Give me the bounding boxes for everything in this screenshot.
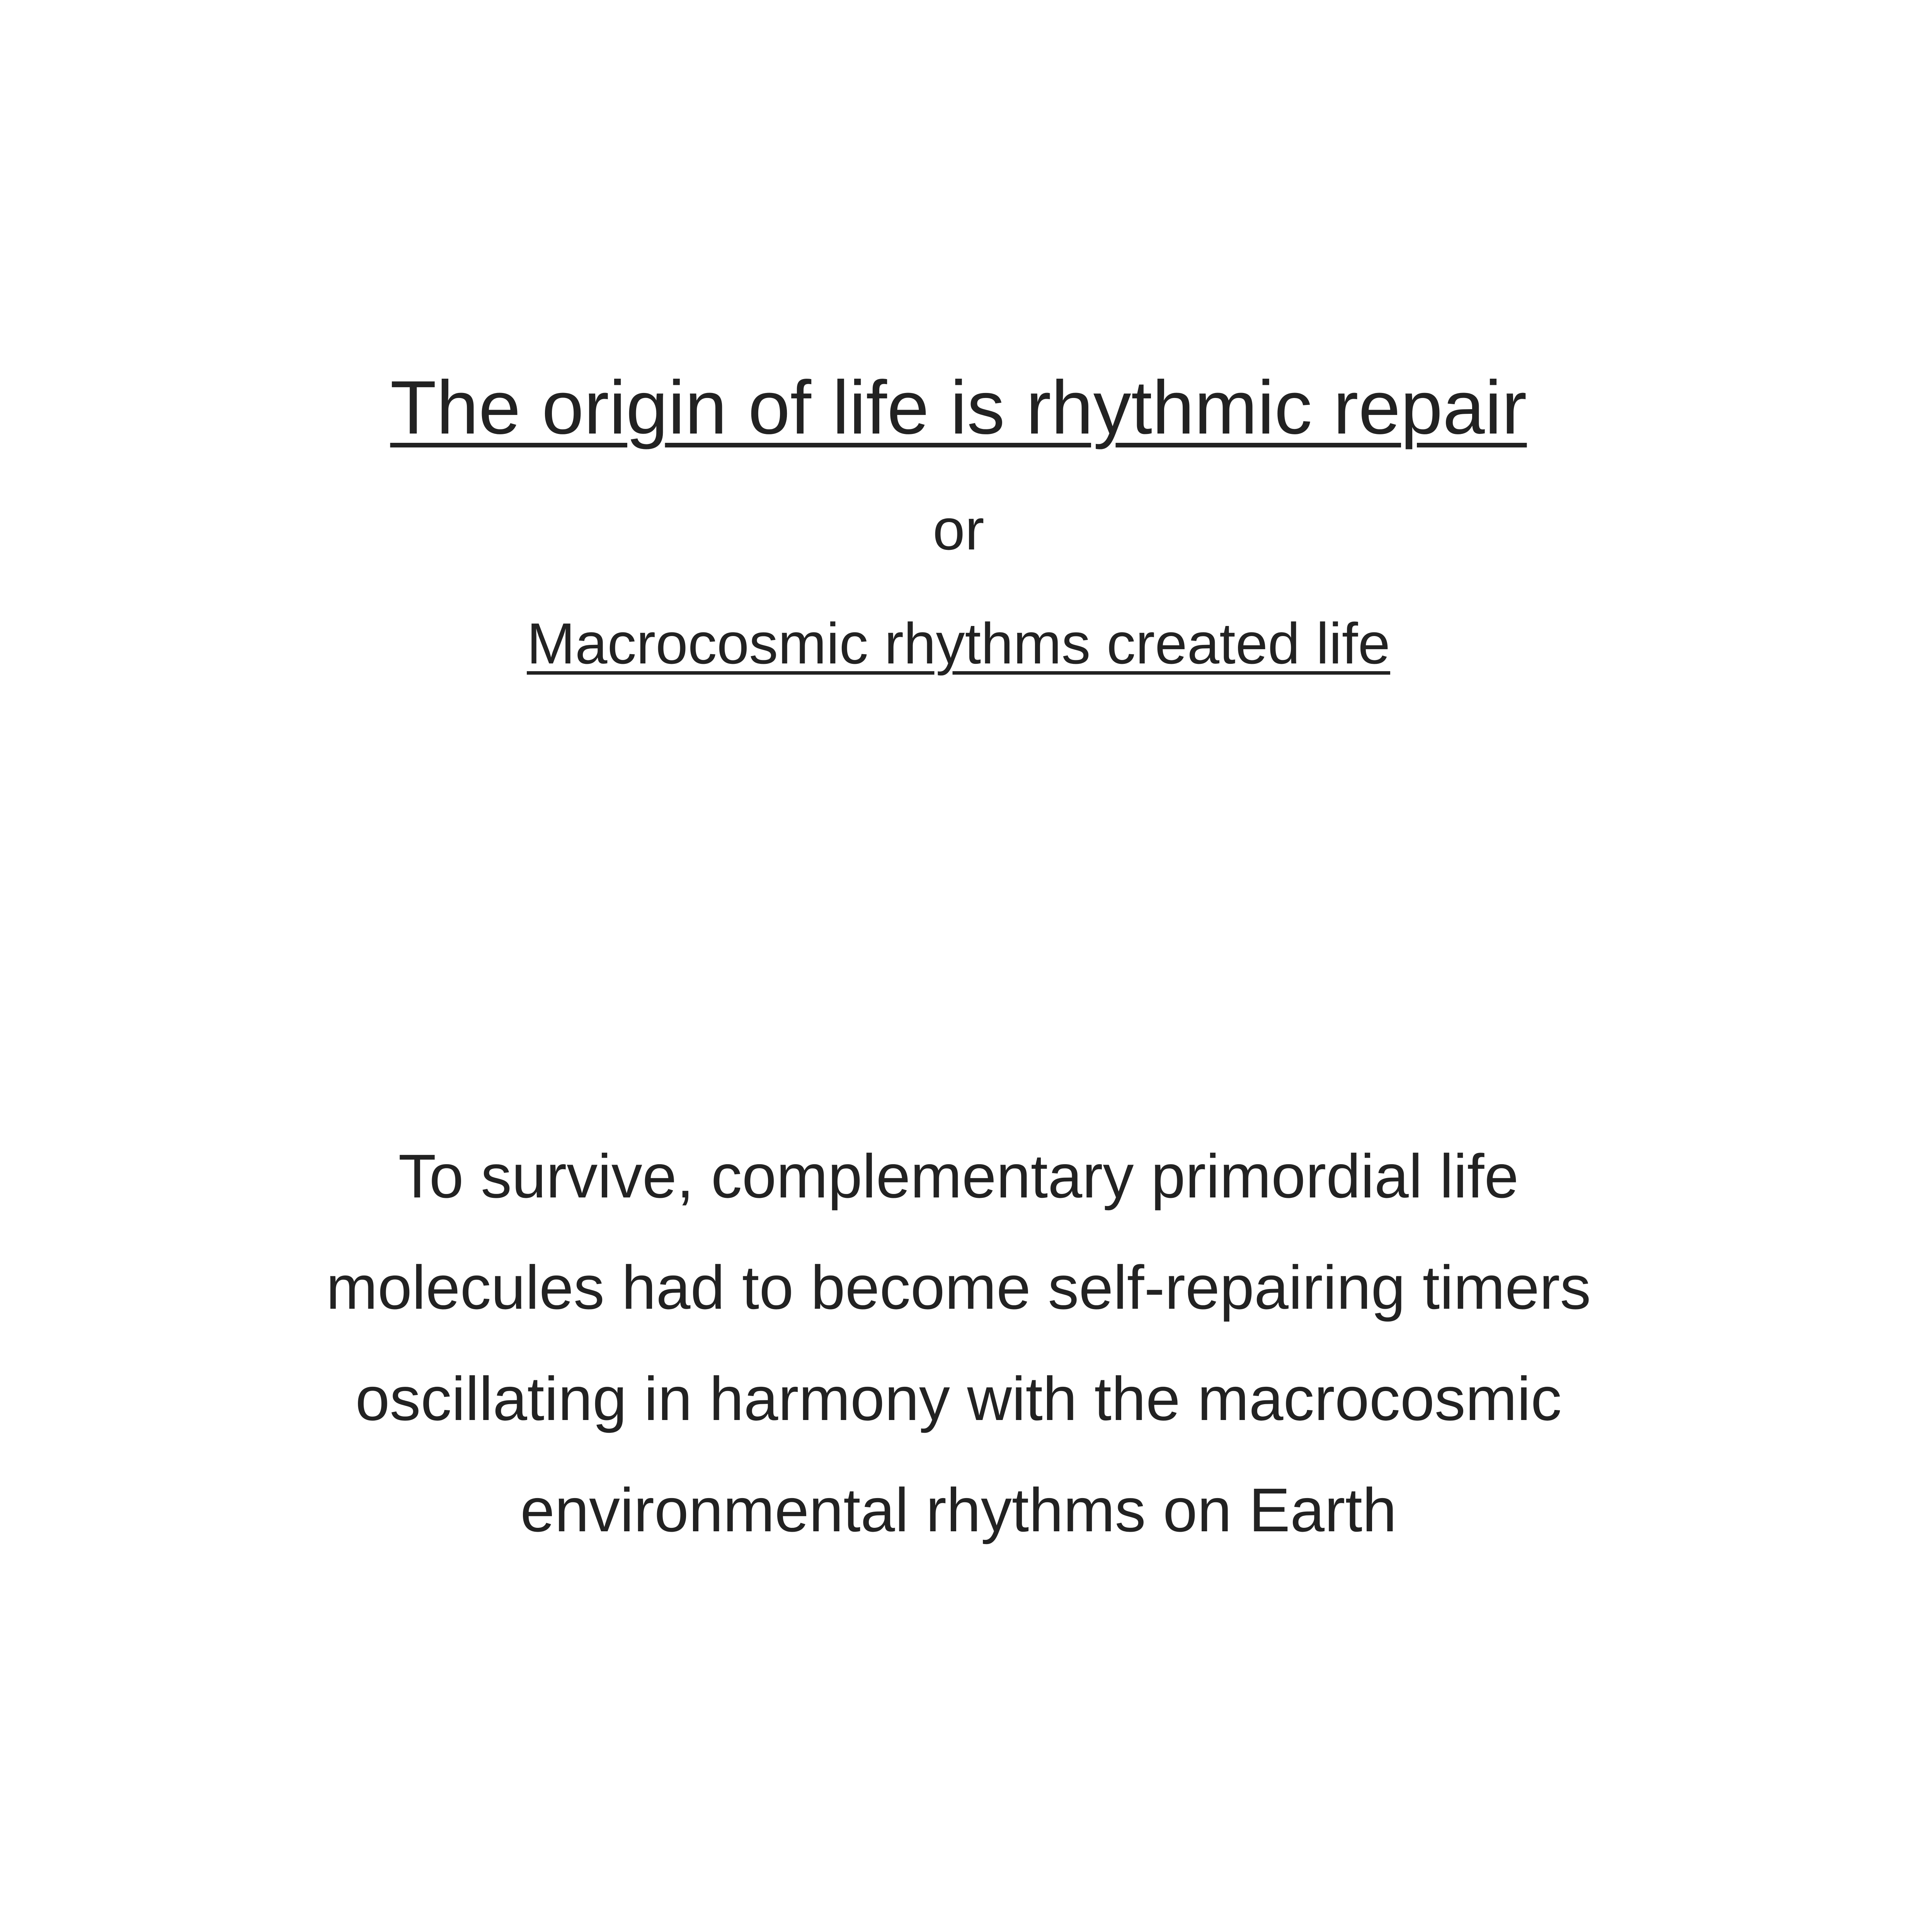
body-line: molecules had to become self-repairing timers — [326, 1253, 1591, 1322]
title-connector: or — [933, 497, 984, 562]
body-line: To survive, complementary primordial life — [398, 1141, 1519, 1211]
page-subtitle: Macrocosmic rhythms created life — [527, 611, 1390, 676]
body-paragraph — [0, 1121, 1917, 1566]
page-title: The origin of life is rhythmic repair — [390, 365, 1527, 450]
body-line: oscillating in harmony with the macrocosmic — [355, 1364, 1562, 1433]
body-line: environmental rhythms on Earth — [520, 1475, 1397, 1544]
